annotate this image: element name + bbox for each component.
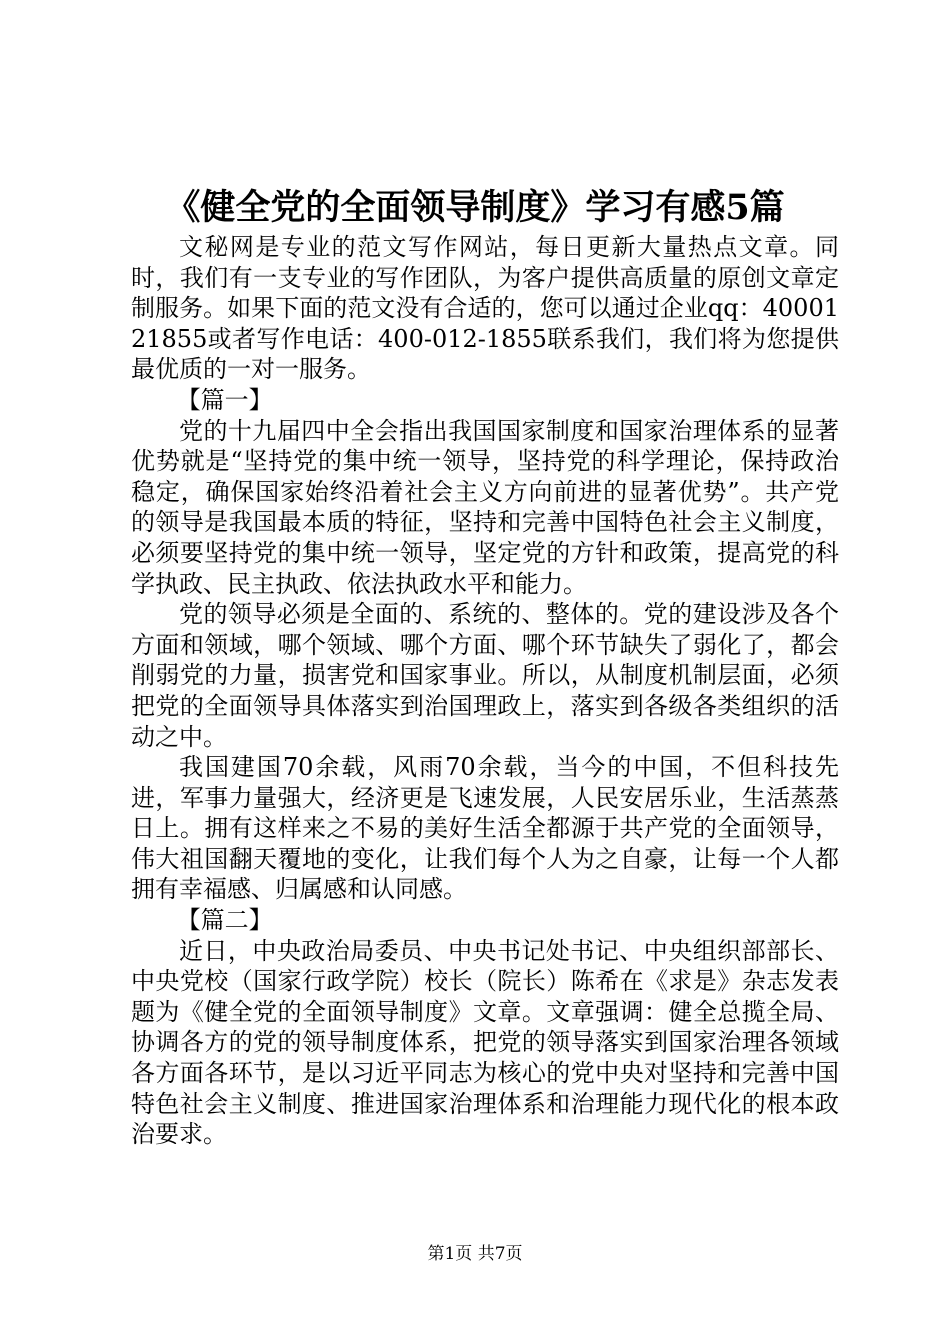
section-heading-1: 【篇一】 <box>176 385 273 414</box>
document-title: 《健全党的全面领导制度》学习有感5篇 <box>165 187 785 228</box>
section2-paragraph-1: 近日，中央政治局委员、中央书记处书记、中央组织部部长、中央党校（国家行政学院）校长（院长）陈希在《求是》杂志发表题为《健全党的全面领导制度》文章。文章强调：健全总揽全局、协调各方的党的领导制度体系，把党的领导落实到国家治理各领域各方面各环节，是以习近平同志为核心的党中央对坚持和完善中国特色社会主义制度、推进国家治理体系和治理能力现代化的根本政治要求。 <box>131 936 839 1149</box>
section1-paragraph-1: 党的十九届四中全会指出我国国家制度和国家治理体系的显著优势就是“坚持党的集中统一领导，坚持党的科学理论，保持政治稳定，确保国家始终沿着社会主义方向前进的显著优势”。共产党的领导是我国最本质的特征，坚持和完善中国特色社会主义制度，必须要坚持党的集中统一领导，坚定党的方针和政策，提高党的科学执政、民主执政、依法执政水平和能力。 <box>131 416 839 598</box>
section-heading-2: 【篇二】 <box>176 906 273 935</box>
section1-paragraph-3: 我国建国70余载，风雨70余载，当今的中国，不但科技先进，军事力量强大，经济更是飞速发展，人民安居乐业，生活蒸蒸日上。拥有这样来之不易的美好生活全都源于共产党的全面领导，伟大祖国翻天覆地的变化，让我们每个人为之自豪，让每一个人都拥有幸福感、归属感和认同感。 <box>131 753 839 904</box>
intro-paragraph: 文秘网是专业的范文写作网站，每日更新大量热点文章。同时，我们有一支专业的写作团队，为客户提供高质量的原创文章定制服务。如果下面的范文没有合适的，您可以通过企业qq：4000121855或者写作电话：400-012-1855联系我们，我们将为您提供最优质的一对一服务。 <box>131 233 839 384</box>
page-footer: 第1页 共7页 <box>427 1244 523 1264</box>
section1-paragraph-2: 党的领导必须是全面的、系统的、整体的。党的建设涉及各个方面和领域，哪个领域、哪个方面、哪个环节缺失了弱化了，都会削弱党的力量，损害党和国家事业。所以，从制度机制层面，必须把党的全面领导具体落实到治国理政上，落实到各级各类组织的活动之中。 <box>131 600 839 751</box>
document-body <box>131 232 839 1150</box>
